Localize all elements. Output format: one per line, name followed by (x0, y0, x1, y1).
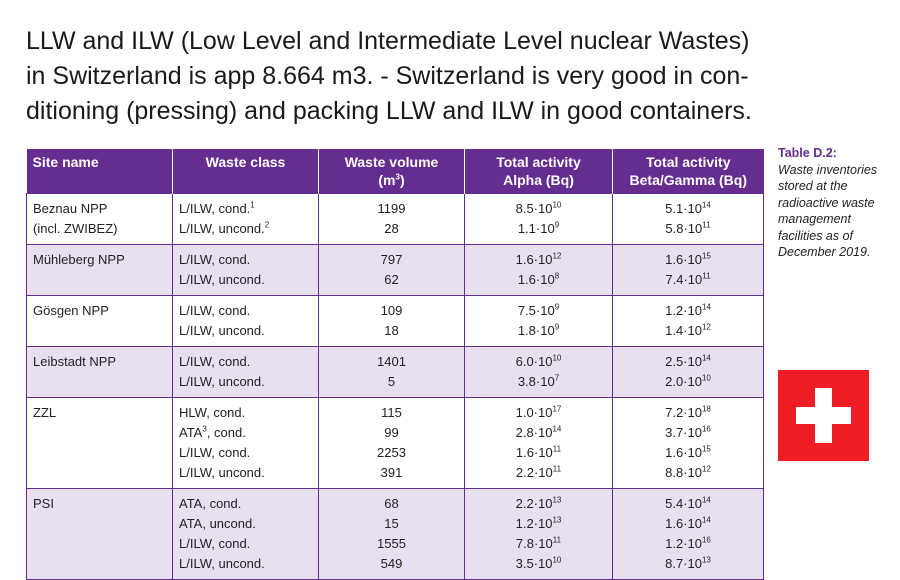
exponent: 12 (701, 464, 711, 474)
site-name: Mühleberg NPP (33, 252, 125, 267)
beta-gamma-activity-cell (613, 245, 764, 296)
site-name: Gösgen NPP (33, 303, 109, 318)
table-row (27, 245, 764, 296)
exponent: 14 (552, 424, 562, 434)
table-caption (778, 145, 898, 261)
exponent: 10 (552, 353, 562, 363)
caption-title: Table D.2: (778, 146, 837, 160)
exponent: 10 (552, 555, 562, 565)
waste-volume-cell (319, 347, 465, 398)
beta-gamma-activity-cell (613, 398, 764, 489)
waste-class: L/ILW, uncond. (179, 465, 265, 480)
waste-volume: 2253 (377, 445, 406, 460)
alpha-activity: $3.5\cdot 10^{10}$ (515, 555, 562, 571)
waste-volume-cell (319, 398, 465, 489)
waste-class: HLW, cond. (179, 405, 246, 420)
waste-volume: 15 (384, 516, 399, 531)
exponent: 9 (554, 322, 560, 332)
exponent: 11 (552, 444, 562, 454)
header-alpha-activity: Total activity Alpha (Bq) (465, 149, 613, 194)
alpha-activity: $7.5\cdot 10^9$ (517, 302, 560, 318)
header-beta-gamma-activity: Total activity Beta/Gamma (Bq) (613, 149, 764, 194)
footnote-mark: 3 (202, 424, 207, 434)
waste-volume: 1555 (377, 536, 406, 551)
alpha-activity-cell (465, 347, 613, 398)
beta-gamma-activity: $8.7\cdot 10^{13}$ (665, 555, 711, 571)
waste-class: L/ILW, cond. (179, 354, 251, 369)
waste-class: ATA$^3$, cond. (179, 424, 246, 440)
beta-gamma-activity: $7.2\cdot 10^{18}$ (665, 404, 711, 420)
table-row (27, 194, 764, 245)
site-name-cell (27, 398, 173, 489)
exponent: 16 (701, 424, 711, 434)
alpha-activity: $1.1\cdot 10^9$ (517, 220, 560, 236)
swiss-flag-icon (778, 370, 869, 461)
beta-gamma-activity: $1.4\cdot 10^{12}$ (665, 322, 711, 338)
exponent: 15 (701, 444, 711, 454)
waste-volume-cell (319, 194, 465, 245)
exponent: 13 (552, 495, 562, 505)
exponent: 14 (701, 353, 711, 363)
alpha-activity: $2.2\cdot 10^{11}$ (515, 464, 562, 480)
beta-gamma-activity: $2.5\cdot 10^{14}$ (665, 353, 711, 369)
header-waste-class: Waste class (173, 149, 319, 194)
waste-volume: 18 (384, 323, 399, 338)
beta-gamma-activity: $1.2\cdot 10^{16}$ (665, 535, 711, 551)
headline (26, 24, 766, 129)
waste-class-cell (173, 347, 319, 398)
alpha-activity-cell (465, 194, 613, 245)
flag-cross-horizontal (796, 407, 851, 424)
exponent: 12 (701, 322, 711, 332)
beta-gamma-activity-cell (613, 347, 764, 398)
waste-class: ATA, cond. (179, 496, 242, 511)
waste-class: L/ILW, cond. (179, 252, 251, 267)
alpha-activity-cell (465, 489, 613, 580)
beta-gamma-activity-cell (613, 489, 764, 580)
exponent: 14 (701, 495, 711, 505)
site-name-cell (27, 347, 173, 398)
waste-volume: 391 (380, 465, 403, 480)
exponent: 14 (701, 515, 711, 525)
beta-gamma-activity: $7.4\cdot 10^{11}$ (665, 271, 711, 287)
exponent: 11 (552, 535, 562, 545)
header-site-name: Site name (27, 149, 173, 194)
exponent: 9 (554, 220, 560, 230)
waste-volume: 797 (380, 252, 403, 267)
beta-gamma-activity: $1.6\cdot 10^{15}$ (665, 444, 711, 460)
beta-gamma-activity: $3.7\cdot 10^{16}$ (665, 424, 711, 440)
waste-volume: 549 (380, 556, 403, 571)
headline-line: ditioning (pressing) and packing LLW and ILW in good containers. (26, 97, 752, 125)
beta-gamma-activity: $5.1\cdot 10^{14}$ (665, 200, 711, 216)
alpha-activity: $1.0\cdot 10^{17}$ (515, 404, 562, 420)
waste-class: ATA, uncond. (179, 516, 256, 531)
waste-volume-cell (319, 296, 465, 347)
exponent: 14 (701, 302, 711, 312)
table-row (27, 296, 764, 347)
waste-class: L/ILW, uncond. (179, 556, 265, 571)
exponent: 9 (554, 302, 560, 312)
waste-volume-cell (319, 489, 465, 580)
beta-gamma-activity-cell (613, 296, 764, 347)
alpha-activity: $3.8\cdot 10^7$ (517, 373, 560, 389)
site-name-cell (27, 194, 173, 245)
alpha-activity: $2.8\cdot 10^{14}$ (515, 424, 562, 440)
exponent: 11 (702, 220, 711, 230)
beta-gamma-activity: $8.8\cdot 10^{12}$ (665, 464, 711, 480)
waste-class-cell (173, 398, 319, 489)
table-row (27, 347, 764, 398)
alpha-activity: $2.2\cdot 10^{13}$ (515, 495, 562, 511)
beta-gamma-activity: $5.8\cdot 10^{11}$ (665, 220, 711, 236)
exponent: 7 (554, 373, 560, 383)
table-header-row (27, 149, 764, 194)
exponent: 15 (701, 251, 711, 261)
waste-class: L/ILW, uncond.$^2$ (179, 220, 270, 236)
site-name: Beznau NPP (33, 201, 108, 216)
beta-gamma-activity: $2.0\cdot 10^{10}$ (665, 373, 711, 389)
exponent: 12 (552, 251, 562, 261)
waste-volume: 28 (384, 221, 399, 236)
waste-class-cell (173, 489, 319, 580)
waste-volume: 62 (384, 272, 399, 287)
site-name: ZZL (33, 405, 57, 420)
exponent: 14 (701, 200, 711, 210)
alpha-activity: $1.8\cdot 10^9$ (517, 322, 560, 338)
beta-gamma-activity: $1.2\cdot 10^{14}$ (665, 302, 711, 318)
waste-class: L/ILW, cond. (179, 536, 251, 551)
exponent: 11 (702, 271, 711, 281)
alpha-activity-cell (465, 296, 613, 347)
exponent: 18 (701, 404, 711, 414)
site-name: Leibstadt NPP (33, 354, 117, 369)
waste-volume: 1401 (377, 354, 406, 369)
site-name-cell (27, 489, 173, 580)
beta-gamma-activity-cell (613, 194, 764, 245)
headline-line: in Switzerland is app 8.664 m3. - Switzerland is very good in con- (26, 62, 749, 90)
exponent: 13 (552, 515, 562, 525)
exponent: 10 (552, 200, 562, 210)
waste-volume-cell (319, 245, 465, 296)
alpha-activity: $8.5\cdot 10^{10}$ (515, 200, 562, 216)
header-waste-volume: Waste volume $(m^3)$ (319, 149, 465, 194)
waste-volume: 1199 (377, 201, 406, 216)
alpha-activity-cell (465, 245, 613, 296)
alpha-activity-cell (465, 398, 613, 489)
alpha-activity: $6.0\cdot 10^{10}$ (515, 353, 562, 369)
table-row (27, 489, 764, 580)
waste-class: L/ILW, cond. (179, 445, 251, 460)
waste-inventory-table (26, 149, 764, 580)
waste-class: L/ILW, cond. (179, 303, 251, 318)
exponent: 13 (701, 555, 711, 565)
waste-volume: 109 (380, 303, 403, 318)
caption-body: Waste inventories stored at the radioactive waste management facilities as of December 2019. (778, 162, 878, 259)
exponent: 17 (552, 404, 562, 414)
waste-volume: 115 (381, 405, 402, 420)
alpha-activity: $1.6\cdot 10^{12}$ (515, 251, 562, 267)
alpha-activity: $1.2\cdot 10^{13}$ (515, 515, 562, 531)
alpha-activity: $7.8\cdot 10^{11}$ (515, 535, 562, 551)
site-name: PSI (33, 496, 54, 511)
waste-volume: 68 (384, 496, 399, 511)
waste-class-cell (173, 194, 319, 245)
waste-class-cell (173, 296, 319, 347)
beta-gamma-activity: $5.4\cdot 10^{14}$ (665, 495, 711, 511)
waste-class: L/ILW, uncond. (179, 272, 265, 287)
waste-volume: 99 (384, 425, 399, 440)
waste-class-cell (173, 245, 319, 296)
beta-gamma-activity: $1.6\cdot 10^{14}$ (665, 515, 711, 531)
footnote-mark: 1 (250, 200, 255, 210)
exponent: 11 (552, 464, 562, 474)
site-name-cell (27, 296, 173, 347)
alpha-activity: $1.6\cdot 10^8$ (517, 271, 560, 287)
site-name: (incl. ZWIBEZ) (33, 221, 118, 236)
exponent: 16 (701, 535, 711, 545)
waste-class: L/ILW, uncond. (179, 374, 265, 389)
waste-class: L/ILW, cond.$^1$ (179, 200, 255, 216)
alpha-activity: $1.6\cdot 10^{11}$ (515, 444, 562, 460)
waste-volume: 5 (387, 374, 396, 389)
waste-class: L/ILW, uncond. (179, 323, 265, 338)
headline-line: LLW and ILW (Low Level and Intermediate Level nuclear Wastes) (26, 27, 750, 55)
exponent: 10 (701, 373, 711, 383)
table-row (27, 398, 764, 489)
footnote-mark: 2 (264, 220, 270, 230)
beta-gamma-activity: $1.6\cdot 10^{15}$ (665, 251, 711, 267)
exponent: 8 (554, 271, 560, 281)
site-name-cell (27, 245, 173, 296)
